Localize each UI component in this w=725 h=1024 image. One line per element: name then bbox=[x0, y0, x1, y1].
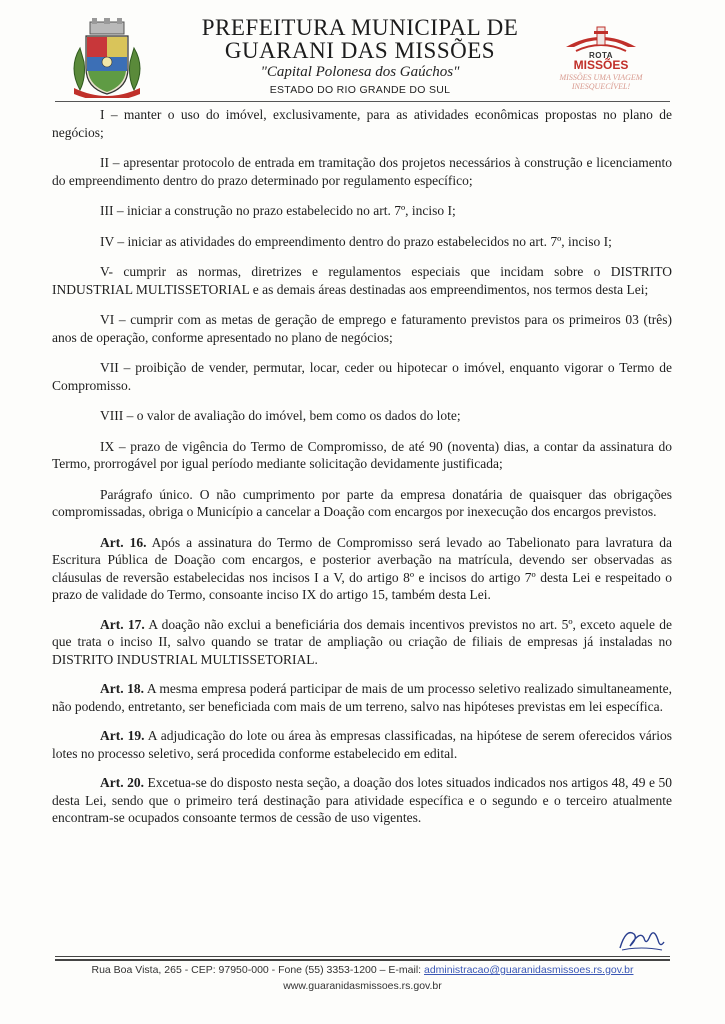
footer-divider bbox=[55, 956, 670, 957]
article-text: Excetua-se do disposto nesta seção, a doação dos lotes situados indicados nos artigos 48, 49 e 50 desta Lei, sendo que o primeiro terá destinação para atividade específica e o segundo e o terceiro atualmente encontram-se ocupados consoante termos de cessão de uso vigentes. bbox=[52, 775, 672, 825]
article-19 bbox=[52, 727, 672, 762]
article-label: Art. 17. bbox=[100, 616, 145, 632]
article-16 bbox=[52, 534, 672, 604]
footer-address: Rua Boa Vista, 265 - CEP: 97950-000 - Fone (55) 3353-1200 – E-mail: bbox=[91, 964, 424, 976]
paragraph: V- cumprir as normas, diretrizes e regulamentos especiais que incidam sobre o DISTRITO INDUSTRIAL MULTISSETORIAL e as demais áreas destinadas aos empreendimentos, nos termos desta Lei; bbox=[52, 264, 672, 297]
letterhead bbox=[0, 0, 725, 100]
footer-email-link[interactable]: administracao@guaranidasmissoes.rs.gov.br bbox=[424, 964, 634, 976]
paragraph: III – iniciar a construção no prazo estabelecido no art. 7º, inciso I; bbox=[100, 203, 456, 218]
logo-tagline bbox=[548, 73, 654, 91]
article-text: A doação não exclui a beneficiária dos demais incentivos previstos no art. 5º, exceto aquele de que trata o inciso II, salvo quando se tratar de ampliação ou criação de filiais de empresas já instaladas no DISTRITO INDUSTRIAL MULTISSETORIAL. bbox=[52, 616, 672, 667]
article-text: A adjudicação do lote ou área às empresas classificadas, na hipótese de serem oferecidos vários lotes no processo seletivo, será procedida conforme estabelecido em edital. bbox=[52, 728, 672, 761]
article-text: Após a assinatura do Termo de Compromisso será levado ao Tabelionato para lavratura da Escritura Pública de Doação com encargos, e posterior averbação na matrícula, devendo ser observadas as cláusulas de reversão estabelecidas nos incisos I a V, do artigo 8º e incisos do artigo 7º desta Lei e respeitado o prazo de validade do Termo, consoante inciso IX do artigo 15, também desta Lei. bbox=[52, 534, 672, 602]
article-label: Art. 16. bbox=[100, 534, 147, 550]
article-label: Art. 19. bbox=[100, 728, 145, 743]
header-title-line1: PREFEITURA MUNICIPAL DE bbox=[201, 15, 519, 40]
article-label: Art. 20. bbox=[100, 775, 144, 790]
footer-website[interactable]: www.guaranidasmissoes.rs.gov.br bbox=[283, 980, 442, 992]
paragraph: IV – iniciar as atividades do empreendimento dentro do prazo estabelecidos no art. 7º, inciso I; bbox=[100, 233, 612, 249]
paragraph: II – apresentar protocolo de entrada em tramitação dos projetos necessários à construção e licenciamento do empreendimento dentro do prazo determinado por regulamento específico; bbox=[52, 155, 672, 188]
article-label: Art. 18. bbox=[100, 681, 145, 696]
paragraph: Parágrafo único. O não cumprimento por parte da empresa donatária de quaisquer das obrigações compromissadas, obriga o Município a cancelar a Doação com encargos por inexecução dos encargos previstos. bbox=[52, 486, 672, 519]
logo-small-text: ROTA bbox=[588, 51, 614, 60]
signature-icon bbox=[616, 924, 666, 954]
logo-big-text: MISSÕES bbox=[573, 58, 629, 72]
paragraph: VII – proibição de vender, permutar, locar, ceder ou hipotecar o imóvel, enquanto vigorar o Termo de Compromisso. bbox=[52, 360, 672, 393]
article-text: A mesma empresa poderá participar de mais de um processo seletivo realizado simultaneamente, não podendo, entretanto, ser beneficiada com mais de um terreno, salvo nas hipóteses previstas em lei específica. bbox=[52, 681, 672, 714]
paragraph: IX – prazo de vigência do Termo de Compromisso, de até 90 (noventa) dias, a contar da assinatura do Termo, prorrogável por igual período mediante solicitação devidamente justificada; bbox=[52, 438, 672, 471]
municipal-coat-of-arms-icon bbox=[66, 18, 148, 98]
header-motto: "Capital Polonesa dos Gaúchos" bbox=[260, 64, 460, 80]
paragraph: VIII – o valor de avaliação do imóvel, bem como os dados do lote; bbox=[100, 408, 461, 423]
document-body bbox=[52, 106, 672, 839]
logo-tagline-line1: MISSÕES UMA VIAGEM bbox=[559, 73, 643, 82]
footer-divider-thick bbox=[55, 959, 670, 961]
article-18 bbox=[52, 680, 672, 715]
paragraph: I – manter o uso do imóvel, exclusivamente, para as atividades econômicas propostas no plano de negócios; bbox=[52, 107, 672, 140]
header-title-line2: GUARANI DAS MISSÕES bbox=[224, 38, 496, 63]
logo-tagline-line2: INESQUECÍVEL! bbox=[571, 82, 631, 91]
article-17 bbox=[52, 616, 672, 669]
header-divider bbox=[55, 101, 670, 102]
header-state: ESTADO DO RIO GRANDE DO SUL bbox=[269, 84, 451, 96]
paragraph: VI – cumprir com as metas de geração de emprego e faturamento previstos para os primeiros 03 (três) anos de operação, conforme apresentado no plano de negócios; bbox=[52, 312, 672, 345]
footer-address-line bbox=[40, 964, 685, 976]
article-20 bbox=[52, 774, 672, 827]
